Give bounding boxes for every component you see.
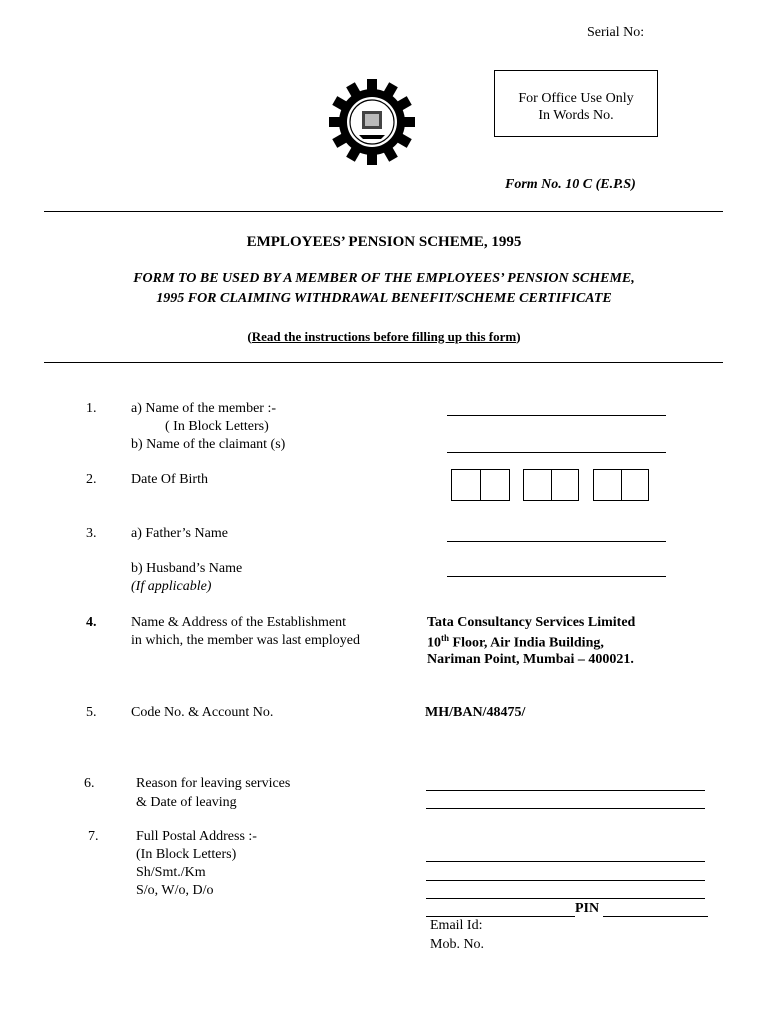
item-4-number: 4. (86, 615, 97, 630)
item-6-number: 6. (84, 776, 95, 791)
establishment-label-line1: Name & Address of the Establishment (131, 615, 347, 630)
office-use-line1: For Office Use Only (518, 91, 634, 106)
establishment-label-line2: in which, the member was last employed (131, 633, 360, 648)
code-account-value: MH/BAN/48475/ (425, 705, 526, 720)
office-use-line2: In Words No. (538, 108, 614, 123)
office-use-box (494, 70, 658, 137)
item-5-number: 5. (86, 705, 97, 720)
husband-name-label: b) Husband’s Name (131, 561, 243, 576)
salutation-label: Sh/Smt./Km (136, 865, 206, 880)
address-field-line2[interactable] (426, 880, 705, 881)
member-name-field[interactable] (447, 415, 666, 416)
establishment-name: Tata Consultancy Services Limited (427, 615, 636, 630)
father-name-field[interactable] (447, 541, 666, 542)
leaving-reason-label: Reason for leaving services (136, 776, 291, 791)
epfo-emblem-logo (329, 79, 415, 165)
mobile-label: Mob. No. (430, 937, 485, 952)
establishment-address-line1: 10th Floor, Air India Building, (427, 633, 604, 651)
dob-month-boxes[interactable] (523, 469, 579, 501)
dob-day-boxes[interactable] (451, 469, 510, 501)
father-name-label: a) Father’s Name (131, 526, 228, 541)
leaving-date-field[interactable] (426, 808, 705, 809)
date-of-birth-label: Date Of Birth (131, 472, 208, 487)
form-number: Form No. 10 C (E.P.S) (505, 177, 636, 192)
postal-address-label: Full Postal Address :- (136, 829, 257, 844)
husband-name-note: (If applicable) (131, 579, 212, 594)
serial-number-label: Serial No: (587, 25, 645, 40)
divider-top (44, 211, 723, 212)
pin-field[interactable] (603, 916, 708, 917)
husband-name-field[interactable] (447, 576, 666, 577)
item-1-number: 1. (86, 401, 97, 416)
member-name-sublabel: ( In Block Letters) (165, 419, 269, 434)
scheme-title: EMPLOYEES’ PENSION SCHEME, 1995 (246, 234, 522, 250)
pin-label: PIN (575, 901, 600, 916)
code-account-label: Code No. & Account No. (131, 705, 274, 720)
item-2-number: 2. (86, 472, 97, 487)
leaving-reason-field[interactable] (426, 790, 705, 791)
claimant-name-field[interactable] (447, 452, 666, 453)
claimant-name-label: b) Name of the claimant (s) (131, 437, 286, 452)
address-field-line1[interactable] (426, 861, 705, 862)
address-field-line4[interactable] (426, 916, 575, 917)
item-7-number: 7. (88, 829, 99, 844)
instruction-note: (Read the instructions before filling up this form) (247, 329, 521, 344)
establishment-address-line2: Nariman Point, Mumbai – 400021. (427, 652, 634, 667)
leaving-date-label: & Date of leaving (136, 795, 237, 810)
relation-label: S/o, W/o, D/o (136, 883, 214, 898)
postal-address-sublabel: (In Block Letters) (136, 847, 237, 862)
form-subtitle-line1: FORM TO BE USED BY A MEMBER OF THE EMPLOYEES’ PENSION SCHEME, (133, 271, 635, 286)
member-name-label: a) Name of the member :- (131, 401, 276, 416)
address-field-line3[interactable] (426, 898, 705, 899)
item-3-number: 3. (86, 526, 97, 541)
form-subtitle-line2: 1995 FOR CLAIMING WITHDRAWAL BENEFIT/SCHEME CERTIFICATE (156, 291, 612, 306)
email-label: Email Id: (430, 918, 483, 933)
divider-bottom (44, 362, 723, 363)
dob-year-boxes[interactable] (593, 469, 649, 501)
